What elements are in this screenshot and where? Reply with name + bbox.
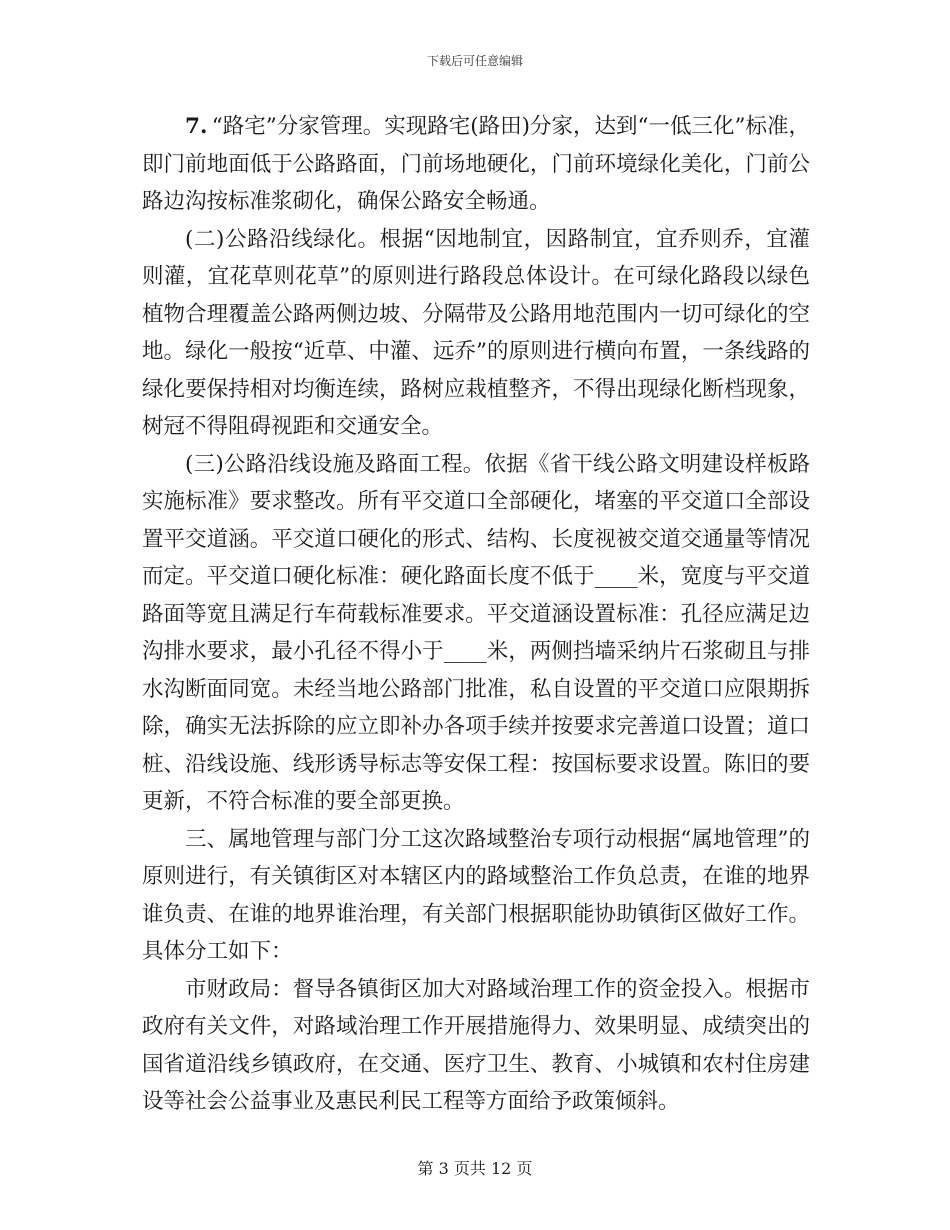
paragraph-text: (二)公路沿线绿化。根据“因地制宜，因路制宜，宜乔则乔，宜灌则灌，宜花草则花草”的原则进行路段总体设计。在可绿化路段以绿色植物合理覆盖公路两侧边坡、分隔带及公路用地范围内一切可绿化的空地。绿化一般按“近草、中灌、远乔”的原则进行横向布置，一条线路的绿化要保持相对均衡连续，路树应栽植整齐，不得出现绿化断档现象，树冠不得阻碍视距和交通安全。 (142, 226, 810, 439)
paragraph-territorial-management (142, 821, 810, 971)
paragraph-text: (三)公路沿线设施及路面工程。依据《省干线公路文明建设样板路实施标准》要求整改。所有平交道口全部硬化，堵塞的平交道口全部设置平交道涵。平交道口硬化的形式、结构、长度视被交道交通量等情况而定。平交道口硬化标准：硬化路面长度不低于____米，宽度与平交道路面等宽且满足行车荷载标准要求。平交道涵设置标准：孔径应满足边沟排水要求，最小孔径不得小于____米，两侧挡墙采纳片石浆砌且与排水沟断面同宽。未经当地公路部门批准，私自设置的平交道口应限期拆除，确实无法拆除的应立即补办各项手续并按要求完善道口设置；道口桩、沿线设施、线形诱导标志等安保工程：按国标要求设置。陈旧的要更新，不符合标准的要全部更换。 (142, 451, 810, 814)
item-number: 7. (185, 114, 208, 139)
paragraph-finance-bureau (142, 971, 810, 1121)
document-body (142, 108, 810, 1121)
page-header-note: 下载后可任意编辑 (426, 54, 523, 68)
page-number: 第 3 页共 12 页 (417, 1159, 533, 1178)
paragraph-text: 三、属地管理与部门分工这次路域整治专项行动根据“属地管理”的原则进行，有关镇街区对本辖区内的路域整治工作负总责，在谁的地界谁负责、在谁的地界谁治理，有关部门根据职能协助镇街区做好工作。具体分工如下： (142, 826, 810, 964)
paragraph-road-house-separation (142, 108, 810, 221)
paragraph-text: 市财政局：督导各镇街区加大对路域治理工作的资金投入。根据市政府有关文件，对路域治理工作开展措施得力、效果明显、成绩突出的国省道沿线乡镇政府，在交通、医疗卫生、教育、小城镇和农村住房建设等社会公益事业及惠民利民工程等方面给予政策倾斜。 (142, 976, 810, 1114)
paragraph-text: “路宅”分家管理。实现路宅(路田)分家，达到“一低三化”标准，即门前地面低于公路路面，门前场地硬化，门前环境绿化美化，门前公路边沟按标准浆砌化，确保公路安全畅通。 (142, 114, 810, 214)
paragraph-roadside-greening (142, 221, 810, 446)
paragraph-roadside-facilities (142, 446, 810, 821)
